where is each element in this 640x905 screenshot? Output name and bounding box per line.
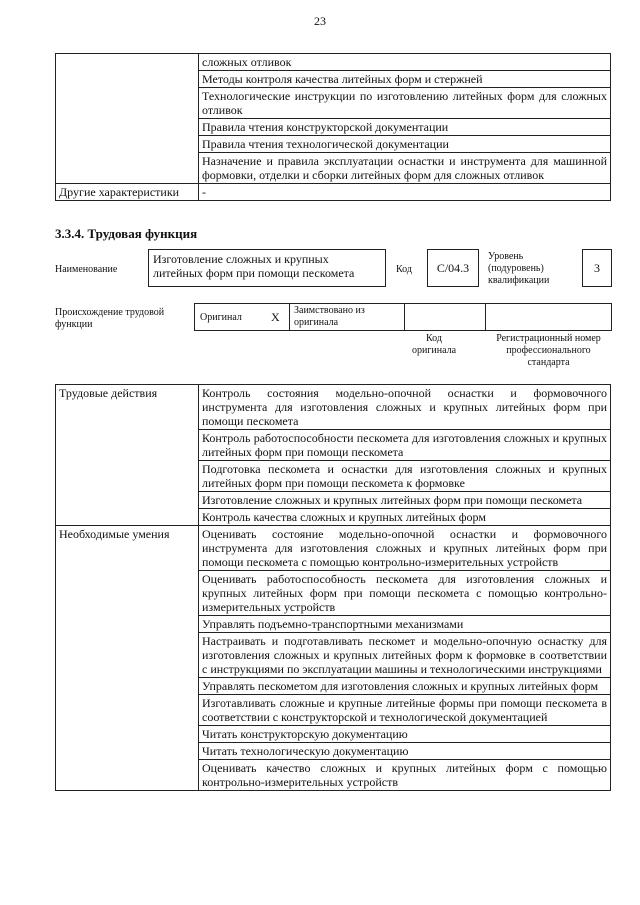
table-cell: Управлять подъемно-транспортными механизмами (199, 616, 611, 633)
borrowed-label: Заимствовано из оригинала (294, 305, 365, 328)
table-cell: Читать технологическую документацию (199, 743, 611, 760)
table-row (56, 526, 611, 571)
code-value: С/04.3 (427, 249, 479, 287)
labor-function-table (55, 384, 611, 791)
code-original-cell (404, 303, 486, 331)
table-cell: Оценивать работоспособность пескомета для изготовления сложных и крупных литейных форм при помощи пескомета с помощью контрольно-измерительных устройств (199, 571, 611, 616)
original-cell (194, 303, 290, 331)
table-cell: Контроль работоспособности пескомета для изготовления сложных и крупных литейных форм при помощи пескомета (199, 430, 611, 461)
row-label: Другие характеристики (56, 184, 199, 201)
original-mark: X (271, 310, 280, 324)
origin-label: Происхождение трудовой функции (55, 307, 165, 330)
table-cell: Правила чтения технологической документации (199, 136, 611, 153)
code-original-label: Код оригинала (411, 333, 457, 356)
table-cell: Оценивать состояние модельно-опочной оснастки и формовочного инструмента для изготовления сложных и крупных литейных форм при помощи пескомета с помощью контрольно-измерительных устройств (199, 526, 611, 571)
table-cell: Управлять пескометом для изготовления сложных и крупных литейных форм (199, 678, 611, 695)
table-cell: Контроль состояния модельно-опочной оснастки и формовочного инструмента для изготовления сложных и крупных литейных форм при помощи пескомета (199, 385, 611, 430)
reg-number-label: Регистрационный номер профессионального стандарта (496, 333, 601, 368)
table-row (56, 54, 611, 71)
table-cell: Технологические инструкции по изготовлению литейных форм для сложных отливок (199, 88, 611, 119)
table-cell: сложных отливок (199, 54, 611, 71)
borrowed-cell (289, 303, 405, 331)
name-label: Наименование (55, 264, 118, 275)
table-cell: Настраивать и подготавливать пескомет и модельно-опочную оснастку для изготовления сложных и крупных литейных форм к формовке в соответствии с инструкциями по эксплуатации машины и технологическими инструкциями (199, 633, 611, 678)
knowledge-table (55, 53, 611, 201)
table-cell: Контроль качества сложных и крупных литейных форм (199, 509, 611, 526)
table-cell: Правила чтения конструкторской документации (199, 119, 611, 136)
code-label: Код (396, 264, 412, 275)
table-cell: Читать конструкторскую документацию (199, 726, 611, 743)
table-cell: Изготавливать сложные и крупные литейные формы при помощи пескомета в соответствии с конструкторской и технологической документацией (199, 695, 611, 726)
table-cell: Назначение и правила эксплуатации оснастки и инструмента для машинной формовки, отделки и сборки литейных форм для сложных отливок (199, 153, 611, 184)
table-row (56, 184, 611, 201)
level-value: 3 (582, 249, 612, 287)
page-number: 23 (314, 14, 326, 28)
table-cell: Методы контроля качества литейных форм и стержней (199, 71, 611, 88)
table-cell: Подготовка пескомета и оснастки для изготовления сложных и крупных литейных форм при помощи пескомета к формовке (199, 461, 611, 492)
table-cell: Изготовление сложных и крупных литейных форм при помощи пескомета (199, 492, 611, 509)
original-label: Оригинал (200, 312, 242, 323)
reg-number-cell (485, 303, 612, 331)
table-cell: - (199, 184, 611, 201)
table-row (56, 385, 611, 430)
group-label: Трудовые действия (56, 385, 199, 526)
section-heading: 3.3.4. Трудовая функция (55, 226, 198, 241)
row-label (56, 54, 199, 184)
level-label: Уровень (подуровень) квалификации (488, 251, 550, 286)
name-value: Изготовление сложных и крупных литейных форм при помощи пескомета (148, 249, 386, 287)
table-cell: Оценивать качество сложных и крупных литейных форм с помощью контрольно-измерительных устройств (199, 760, 611, 791)
group-label: Необходимые умения (56, 526, 199, 791)
